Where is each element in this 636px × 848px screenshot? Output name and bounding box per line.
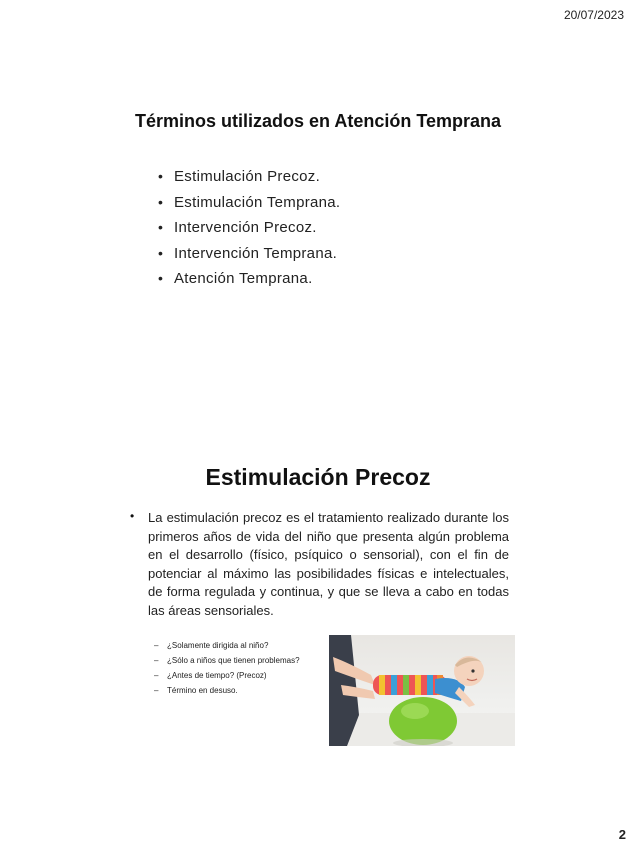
list-item: • Intervención Precoz. xyxy=(158,215,340,241)
date-stamp: 20/07/2023 xyxy=(563,8,624,22)
definition-paragraph: La estimulación precoz es el tratamiento realizado durante los primeros años de vida del niño que presenta algún problema en el desarrollo (físico, psíquico o sensorial), con el fin de potenciar al máximo las posibilidades físicas e intelectuales, de forma regulada y continua, y que se lleva a cabo en todas las áreas sensoriales. xyxy=(148,510,509,618)
list-item: • Intervención Temprana. xyxy=(158,241,340,267)
bullet-marker: • xyxy=(130,509,135,523)
slide-title: Términos utilizados en Atención Temprana xyxy=(134,111,502,131)
slide-title: Estimulación Precoz xyxy=(205,464,431,490)
page-number: 2 xyxy=(618,827,626,842)
list-item: – ¿Antes de tiempo? (Precoz) xyxy=(154,668,300,683)
list-item: • Atención Temprana. xyxy=(158,266,340,292)
question-list xyxy=(154,638,300,698)
list-item: • Estimulación Precoz. xyxy=(158,164,340,190)
list-item: • Estimulación Temprana. xyxy=(158,190,340,216)
terms-list xyxy=(158,164,340,292)
list-item: – ¿Solamente dirigida al niño? xyxy=(154,638,300,653)
list-item: – Término en desuso. xyxy=(154,683,300,698)
baby-on-ball-photo xyxy=(329,635,515,746)
list-item: – ¿Sólo a niños que tienen problemas? xyxy=(154,653,300,668)
